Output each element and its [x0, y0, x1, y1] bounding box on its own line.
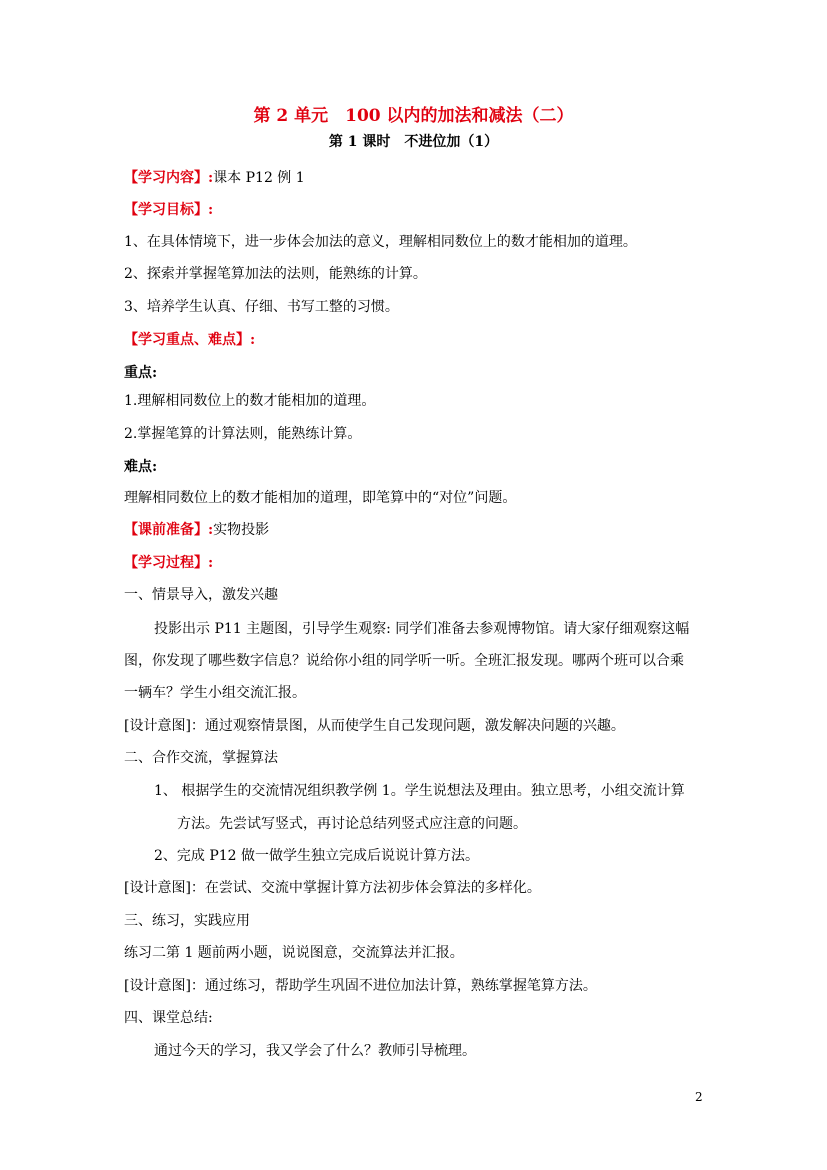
section-2-design-note: [设计意图]：在尝试、交流中掌握计算方法初步体会算法的多样化。 — [124, 880, 541, 896]
document-title: 第 2 单元 100 以内的加法和减法（二） — [253, 106, 574, 126]
section-4-heading: 四、课堂总结: — [124, 1010, 213, 1026]
section-2-heading: 二、合作交流，掌握算法 — [124, 750, 278, 766]
prep-line — [124, 520, 269, 540]
section-1-design-note: [设计意图]：通过观察情景图，从而使学生自己发现问题，激发解决问题的兴趣。 — [124, 718, 625, 734]
page-number: 2 — [695, 1090, 703, 1104]
zhongdian-item-1: 1.理解相同数位上的数才能相加的道理。 — [124, 393, 376, 409]
nandian-text: 理解相同数位上的数才能相加的道理，即笔算中的“对位”问题。 — [124, 490, 517, 506]
section-3-heading: 三、练习，实践应用 — [124, 913, 250, 929]
section-1-paragraph-line-1: 投影出示 P11 主题图，引导学生观察: 同学们准备去参观博物馆。请大家仔细观察这幅 — [154, 621, 690, 637]
study-content-label: 【学习内容】: — [124, 170, 214, 186]
nandian-label: 难点: — [124, 459, 158, 475]
document-subtitle: 第 1 课时 不进位加（1） — [328, 134, 499, 150]
prep-text: 实物投影 — [213, 522, 270, 538]
section-3-design-note: [设计意图]：通过练习，帮助学生巩固不进位加法计算，熟练掌握笔算方法。 — [124, 978, 597, 994]
goal-item-2: 2、探索并掌握笔算加法的法则，能熟练的计算。 — [124, 266, 427, 282]
section-1-heading: 一、情景导入，激发兴趣 — [124, 587, 278, 603]
prep-label: 【课前准备】: — [124, 522, 214, 538]
study-content-text: 课本 P12 例 1 — [213, 170, 305, 186]
zhongdian-label: 重点: — [124, 365, 158, 381]
goal-item-1: 1、在具体情境下，进一步体会加法的意义，理解相同数位上的数才能相加的道理。 — [124, 234, 637, 250]
section-1-paragraph-line-3: 一辆车？学生小组交流汇报。 — [124, 685, 306, 701]
section-2-item-1-line-1: 1、 根据学生的交流情况组织教学例 1。学生说想法及理由。独立思考，小组交流计算 — [154, 783, 685, 799]
zhongdian-item-2: 2.掌握笔算的计算法则，能熟练计算。 — [124, 426, 362, 442]
goal-item-3: 3、培养学生认真、仔细、书写工整的习惯。 — [124, 299, 399, 315]
section-3-text: 练习二第 1 题前两小题，说说图意，交流算法并汇报。 — [124, 945, 464, 961]
section-2-item-1-line-2: 方法。先尝试写竖式，再讨论总结列竖式应注意的问题。 — [177, 816, 527, 832]
section-2-item-2: 2、完成 P12 做一做学生独立完成后说说计算方法。 — [154, 848, 480, 864]
process-label: 【学习过程】: — [124, 555, 214, 571]
section-4-text: 通过今天的学习，我又学会了什么？教师引导梳理。 — [154, 1043, 476, 1059]
key-points-label: 【学习重点、难点】: — [124, 332, 256, 348]
section-1-paragraph-line-2: 图，你发现了哪些数字信息？说给你小组的同学听一听。全班汇报发现。哪两个班可以合乘 — [124, 653, 684, 669]
study-goals-label: 【学习目标】: — [124, 202, 214, 218]
study-content-line — [124, 168, 305, 188]
